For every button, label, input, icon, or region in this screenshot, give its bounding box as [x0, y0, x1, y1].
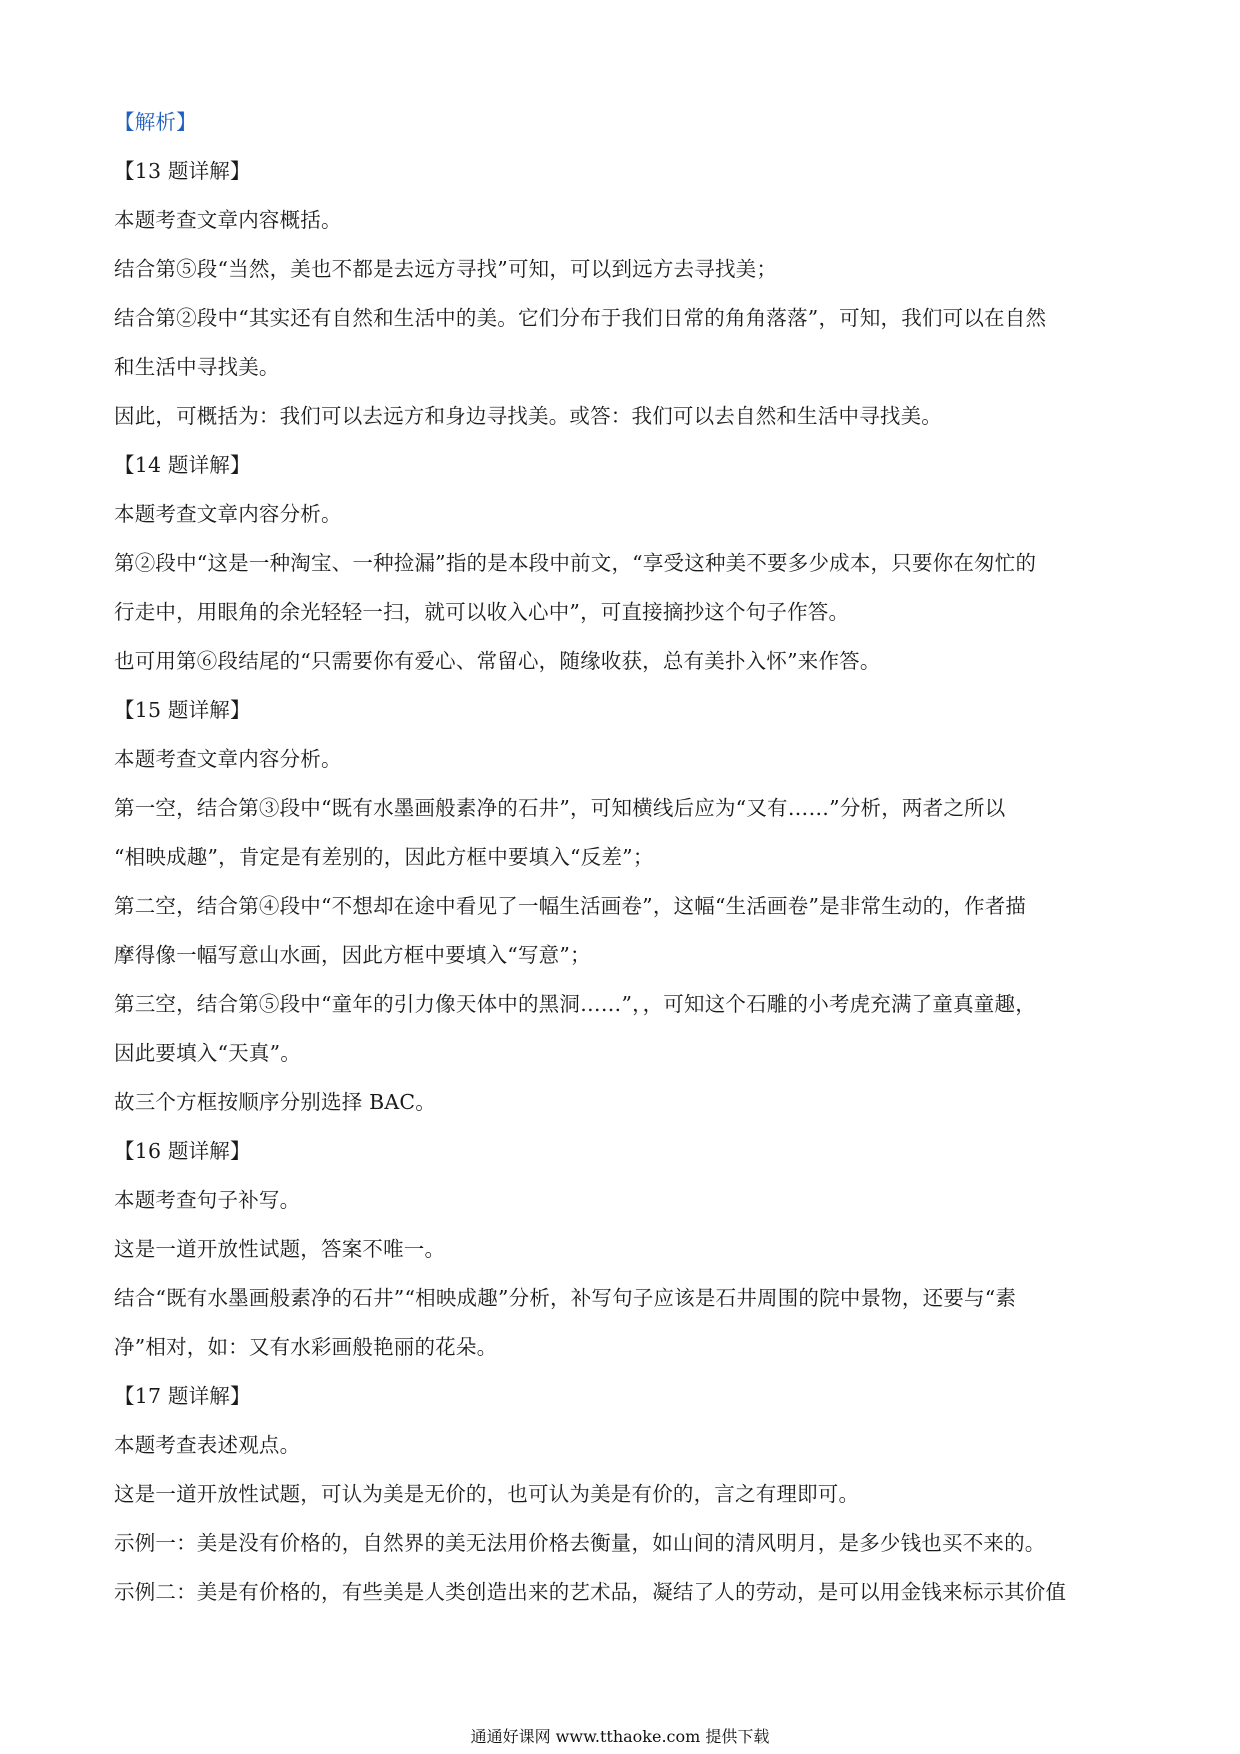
paragraph-line: 净”相对，如：又有水彩画般艳丽的花朵。 — [114, 1335, 498, 1359]
paragraph-line: 本题考查句子补写。 — [114, 1188, 301, 1212]
paragraph-line: 示例一：美是没有价格的，自然界的美无法用价格去衡量，如山间的清风明月，是多少钱也买不来的。 — [114, 1531, 1046, 1555]
paragraph-line: 摩得像一幅写意山水画，因此方框中要填入“写意”； — [114, 943, 591, 967]
paragraph-line: 第一空，结合第③段中“既有水墨画般素净的石井”，可知横线后应为“又有……”分析，两者之所以 — [114, 796, 1006, 820]
paragraph-line: 第二空，结合第④段中“不想却在途中看见了一幅生活画卷”，这幅“生活画卷”是非常生动的，作者描 — [114, 894, 1027, 918]
paragraph-line: 也可用第⑥段结尾的“只需要你有爱心、常留心，随缘收获，总有美扑入怀”来作答。 — [114, 649, 881, 673]
paragraph-line: 结合第⑤段“当然，美也不都是去远方寻找”可知，可以到远方去寻找美； — [114, 257, 778, 281]
paragraph-line: 第三空，结合第⑤段中“童年的引力像天体中的黑洞……”，，可知这个石雕的小考虎充满了童真童趣， — [114, 992, 1036, 1016]
question-17-heading: 【17 题详解】 — [114, 1384, 251, 1408]
question-16-heading: 【16 题详解】 — [114, 1139, 251, 1163]
paragraph-line: 本题考查表述观点。 — [114, 1433, 301, 1457]
paragraph-line: 这是一道开放性试题，答案不唯一。 — [114, 1237, 446, 1261]
paragraph-line: 结合“既有水墨画般素净的石井”“相映成趣”分析，补写句子应该是石井周围的院中景物，还要与“素 — [114, 1286, 1017, 1310]
question-14-heading: 【14 题详解】 — [114, 453, 251, 477]
question-13-heading: 【13 题详解】 — [114, 159, 251, 183]
paragraph-line: 结合第②段中“其实还有自然和生活中的美。它们分布于我们日常的角角落落”，可知，我们可以在自然 — [114, 306, 1047, 330]
page-footer: 通通好课网 www.tthaoke.com 提供下载 — [470, 1727, 770, 1746]
section-heading-analysis: 【解析】 — [114, 110, 197, 134]
question-15-heading: 【15 题详解】 — [114, 698, 251, 722]
paragraph-line: 本题考查文章内容分析。 — [114, 502, 342, 526]
paragraph-line: 和生活中寻找美。 — [114, 355, 280, 379]
paragraph-line: 第②段中“这是一种淘宝、一种捡漏”指的是本段中前文，“享受这种美不要多少成本，只要你在匆忙的 — [114, 551, 1037, 575]
paragraph-line: 因此要填入“天真”。 — [114, 1041, 301, 1065]
paragraph-line: 因此，可概括为：我们可以去远方和身边寻找美。或答：我们可以去自然和生活中寻找美。 — [114, 404, 942, 428]
answer-explanation — [114, 98, 1126, 1617]
paragraph-line: 示例二：美是有价格的，有些美是人类创造出来的艺术品，凝结了人的劳动，是可以用金钱来标示其价值 — [114, 1580, 1067, 1604]
paragraph-line: “相映成趣”，肯定是有差别的，因此方框中要填入“反差”； — [114, 845, 654, 869]
paragraph-line: 本题考查文章内容概括。 — [114, 208, 342, 232]
paragraph-line: 这是一道开放性试题，可认为美是无价的，也可认为美是有价的，言之有理即可。 — [114, 1482, 860, 1506]
paragraph-line: 故三个方框按顺序分别选择 BAC。 — [114, 1090, 436, 1114]
paragraph-line: 行走中，用眼角的余光轻轻一扫，就可以收入心中”，可直接摘抄这个句子作答。 — [114, 600, 850, 624]
paragraph-line: 本题考查文章内容分析。 — [114, 747, 342, 771]
